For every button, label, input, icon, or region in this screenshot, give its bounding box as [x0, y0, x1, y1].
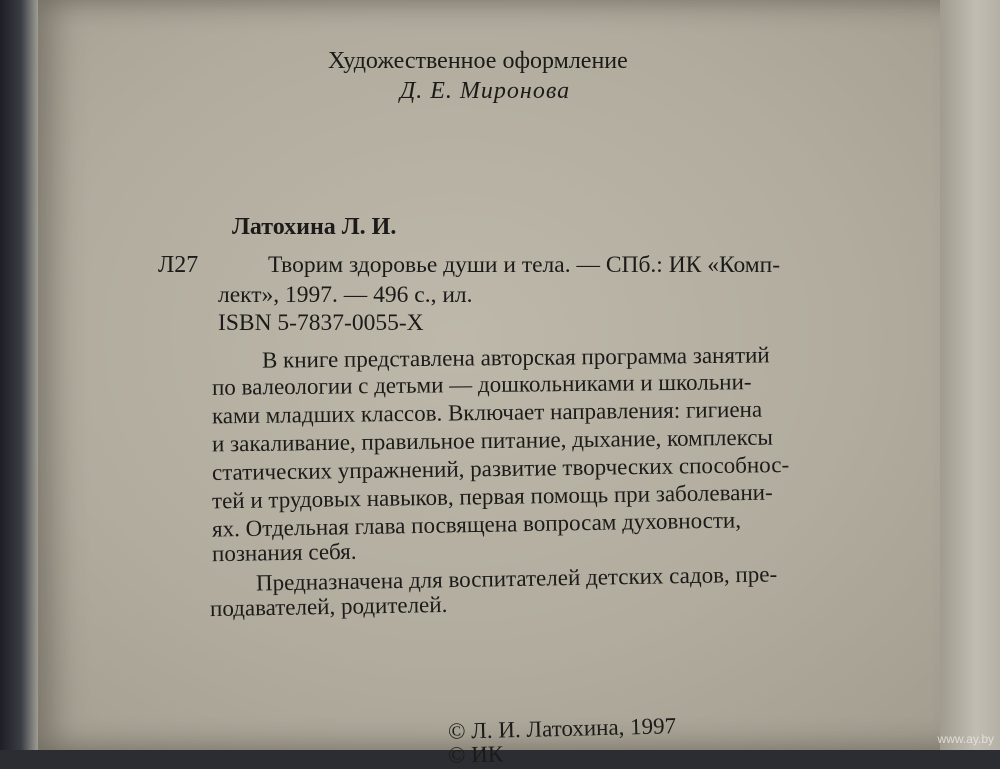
catalog-author: Латохина Л. И. — [232, 214, 397, 240]
site-watermark: www.ay.by — [937, 732, 994, 746]
annotation-line: тей и трудовых навыков, первая помощь при заболевани- — [211, 479, 773, 514]
catalog-line: лект», 1997. — 496 с., ил. — [218, 282, 473, 308]
annotation-line: познания себя. — [211, 538, 357, 567]
annotation-line: статических упражнений, развитие творческих способнос- — [211, 451, 790, 486]
audience-line: подавателей, родителей. — [209, 591, 448, 622]
catalog-line: Творим здоровье души и тела. — СПб.: ИК «Комп- — [268, 252, 781, 278]
audience-line: Предназначена для воспитателей детских садов, пре- — [255, 561, 778, 596]
catalog-code: Л27 — [158, 252, 199, 278]
annotation-line: ях. Отдельная глава посвящена вопросам духовности, — [211, 507, 742, 542]
book-edge-right — [937, 0, 1000, 750]
art-designer-name: Д. Е. Миронова — [400, 78, 571, 104]
annotation-line: ками младших классов. Включает направления: гигиена — [211, 396, 763, 429]
annotation-line: В книге представлена авторская программа занятий — [261, 342, 770, 373]
art-design-label: Художественное оформление — [328, 48, 628, 74]
copyright-line: © ИК — [447, 741, 504, 768]
annotation-line: и закаливание, правильное питание, дыхание, комплексы — [211, 424, 774, 457]
isbn-line: ISBN 5-7837-0055-X — [218, 310, 424, 336]
annotation-line: по валеологии с детьми — дошкольниками и школьни- — [211, 369, 752, 400]
copyright-line: © Л. И. Латохина, 1997 — [447, 713, 677, 744]
